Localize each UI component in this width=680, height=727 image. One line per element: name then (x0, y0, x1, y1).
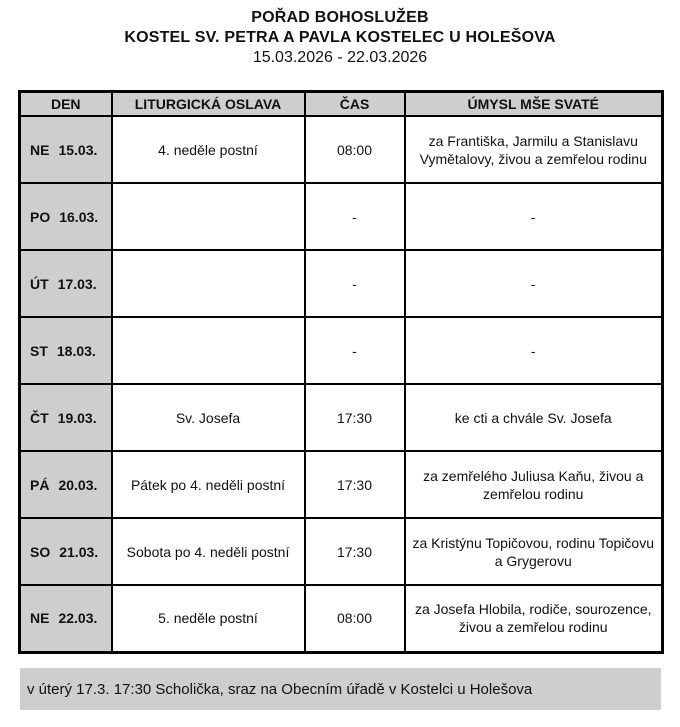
day-cell (20, 585, 112, 652)
table-row (20, 116, 663, 183)
celebration-cell (112, 250, 305, 317)
day-date: 17.03. (57, 275, 97, 292)
day-abbrev: ST (30, 342, 48, 359)
intention-cell: za Františka, Jarmilu a Stanislavu Vymětalovy, živou a zemřelou rodinu (405, 116, 663, 183)
celebration-cell (112, 183, 305, 250)
time-cell: 17:30 (305, 384, 405, 451)
day-abbrev: ČT (30, 409, 49, 426)
day-abbrev: SO (30, 543, 51, 560)
celebration-cell: Sobota po 4. neděli postní (112, 518, 305, 585)
day-cell (20, 116, 112, 183)
table-row (20, 317, 663, 384)
day-abbrev: NE (30, 610, 50, 627)
time-cell: 17:30 (305, 518, 405, 585)
footer-note-bar (20, 668, 661, 710)
table-row (20, 518, 663, 585)
column-header-intention: ÚMYSL MŠE SVATÉ (405, 92, 663, 117)
celebration-cell: Sv. Josefa (112, 384, 305, 451)
day-abbrev: PÁ (30, 476, 50, 493)
table-row (20, 451, 663, 518)
footer-note-text: v úterý 17.3. 17:30 Scholička, sraz na Obecním úřadě v Kostelci u Holešova (27, 680, 533, 698)
day-cell (20, 518, 112, 585)
intention-cell: - (405, 250, 663, 317)
document-header (0, 8, 680, 68)
day-cell (20, 183, 112, 250)
table-header-row (20, 92, 663, 117)
church-subtitle: KOSTEL SV. PETRA A PAVLA KOSTELEC U HOLEŠOVA (124, 29, 556, 46)
celebration-cell: 5. neděle postní (112, 585, 305, 652)
day-date: 15.03. (58, 141, 98, 158)
intention-cell: za Josefa Hlobila, rodiče, sourozence, živou a zemřelou rodinu (405, 585, 663, 652)
column-header-celebration: LITURGICKÁ OSLAVA (112, 92, 305, 117)
celebration-cell: 4. neděle postní (112, 116, 305, 183)
day-date: 21.03. (59, 543, 99, 560)
day-cell (20, 384, 112, 451)
day-date: 22.03. (58, 610, 98, 627)
day-abbrev: ÚT (30, 275, 49, 292)
intention-cell: za zemřelého Juliusa Kaňu, živou a zemřelou rodinu (405, 451, 663, 518)
intention-cell: ke cti a chvále Sv. Josefa (405, 384, 663, 451)
day-abbrev: NE (30, 141, 50, 158)
celebration-cell: Pátek po 4. neděli postní (112, 451, 305, 518)
time-cell: 17:30 (305, 451, 405, 518)
time-cell: - (305, 250, 405, 317)
time-cell: - (305, 183, 405, 250)
table-row (20, 183, 663, 250)
schedule-table-body (20, 116, 663, 652)
time-cell: 08:00 (305, 116, 405, 183)
celebration-cell (112, 317, 305, 384)
table-row (20, 585, 663, 652)
table-row (20, 250, 663, 317)
time-cell: - (305, 317, 405, 384)
page-title: POŘAD BOHOSLUŽEB (251, 9, 429, 26)
schedule-table (18, 90, 664, 654)
day-date: 20.03. (58, 476, 98, 493)
day-abbrev: PO (30, 208, 51, 225)
intention-cell: - (405, 317, 663, 384)
day-cell (20, 250, 112, 317)
column-header-day: DEN (20, 92, 112, 117)
intention-cell: za Kristýnu Topičovou, rodinu Topičovu a Grygerovu (405, 518, 663, 585)
day-cell (20, 317, 112, 384)
day-date: 19.03. (57, 409, 97, 426)
time-cell: 08:00 (305, 585, 405, 652)
day-date: 16.03. (59, 208, 99, 225)
table-row (20, 384, 663, 451)
date-range: 15.03.2026 - 22.03.2026 (252, 49, 428, 66)
intention-cell: - (405, 183, 663, 250)
day-date: 18.03. (56, 342, 96, 359)
column-header-time: ČAS (305, 92, 405, 117)
day-cell (20, 451, 112, 518)
